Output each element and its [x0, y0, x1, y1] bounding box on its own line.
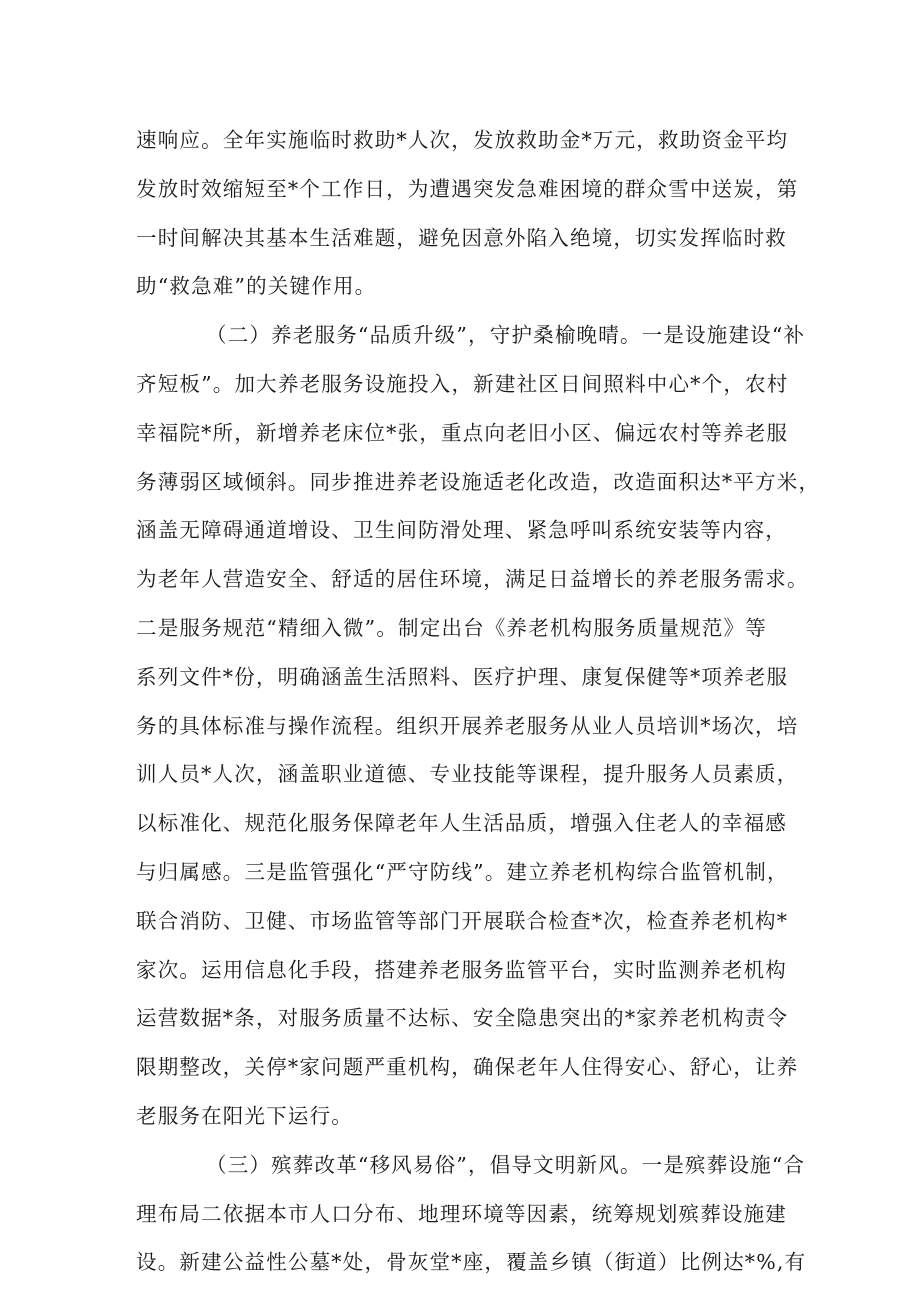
text-line: 务薄弱区域倾斜。同步推进养老设施适老化改造，改造面积达*平方米， [136, 469, 821, 494]
text-line: 设。新建公益性公墓*处，骨灰堂*座，覆盖乡镇（街道）比例达*%,有 [136, 1250, 807, 1275]
text-line: 为老年人营造安全、舒适的居住环境，满足日益增长的养老服务需求。 [136, 567, 809, 592]
text-line: 理布局二依据本市人口分布、地理环境等因素，统筹规划殡葬设施建 [136, 1201, 787, 1226]
paragraph-heading-line: （三）殡葬改革“移风易俗”，倡导文明新风。一是殡葬设施“合 [206, 1152, 806, 1177]
text-line: 联合消防、卫健、市场监管等部门开展联合检查*次，检查养老机构* [136, 908, 789, 933]
text-line: 运营数据*条，对服务质量不达标、安全隐患突出的*家养老机构责令 [136, 1006, 789, 1031]
text-line: 老服务在阳光下运行。 [136, 1103, 353, 1128]
text-line: 速响应。全年实施临时救助*人次，发放救助金*万元，救助资金平均 [136, 128, 789, 152]
text-line: 与归属感。三是监管强化“严守防线”。建立养老机构综合监管机制， [136, 859, 789, 884]
text-line: 涵盖无障碍通道增设、卫生间防滑处理、紧急呼叫系统安装等内容， [136, 518, 787, 543]
text-line: 训人员*人次，涵盖职业道德、专业技能等课程，提升服务人员素质， [136, 762, 799, 787]
text-line: 幸福院*所，新增养老床位*张，重点向老旧小区、偏远农村等养老服 [136, 420, 789, 445]
text-line: 限期整改，关停*家问题严重机构，确保老年人住得安心、舒心，让养 [136, 1055, 799, 1080]
text-line: 助“救急难”的关键作用。 [136, 274, 377, 299]
document-body [136, 116, 821, 1287]
text-line: 家次。运用信息化手段，搭建养老服务监管平台，实时监测养老机构 [136, 957, 787, 982]
text-line: 齐短板”。加大养老服务设施投入，新建社区日间照料中心*个，农村 [136, 371, 789, 396]
text-line: 二是服务规范“精细入微”。制定出台《养老机构服务质量规范》等 [136, 615, 767, 640]
text-line: 系列文件*份，明确涵盖生活照料、医疗护理、康复保健等*项养老服 [136, 664, 789, 689]
paragraph-heading-line: （二）养老服务“品质升级”，守护桑榆晚晴。一是设施建设“补 [206, 323, 806, 348]
text-line: 一时间解决其基本生活难题，避免因意外陷入绝境，切实发挥临时救 [136, 225, 787, 250]
text-line: 发放时效缩短至*个工作日，为遭遇突发急难困境的群众雪中送炭，第 [136, 176, 799, 201]
text-line: 务的具体标准与操作流程。组织开展养老服务从业人员培训*场次，培 [136, 713, 799, 738]
text-line: 以标准化、规范化服务保障老年人生活品质，增强入住老人的幸福感 [136, 811, 787, 836]
